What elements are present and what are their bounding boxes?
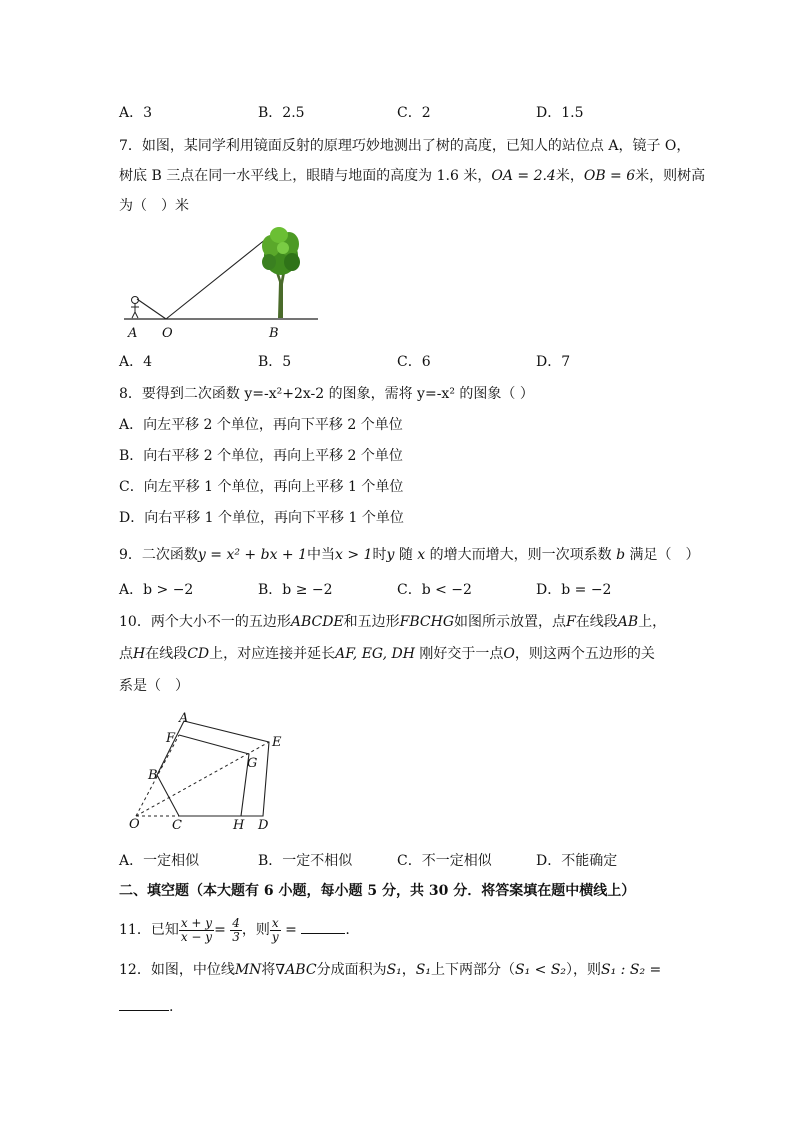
label-h: H <box>233 818 245 833</box>
q9-x: x <box>417 547 426 563</box>
q9-text: 9．二次函数 <box>119 547 198 563</box>
q9-stem <box>119 546 700 564</box>
q9-text: 时 <box>372 547 387 563</box>
q11-text: = <box>214 922 231 938</box>
q12-text: 分成面积为 <box>316 962 387 978</box>
q12-text: 上下两部分（ <box>430 962 515 978</box>
q7-option-b[interactable]: B．5 <box>258 354 292 370</box>
q7-ob: OB = 6 <box>583 168 636 184</box>
q10-text: 如图所示放置，点 <box>454 614 567 630</box>
q11-stem <box>119 915 350 945</box>
q11-text: = <box>280 922 297 938</box>
q10-text: 点 <box>119 646 133 662</box>
label-a: A <box>128 326 138 341</box>
q7-text: 米，则树高 <box>635 168 706 184</box>
q12-answer-blank[interactable] <box>119 996 169 1011</box>
q10-o: O <box>503 646 515 662</box>
q12-mn: MN <box>234 962 262 978</box>
q7-option-c[interactable]: C．6 <box>397 354 431 370</box>
q12-text: 将 <box>261 962 276 978</box>
label-g: G <box>247 756 258 771</box>
q10-options <box>119 852 719 870</box>
q12-text: 12．如图，中位线 <box>119 962 235 978</box>
q7-figure <box>119 222 329 342</box>
q9-y: y <box>386 547 395 563</box>
q10-figure <box>119 705 304 835</box>
q12-text: . <box>169 999 174 1015</box>
q9-text: 的增大而增大，则一次项系数 <box>429 547 612 563</box>
q11-den2: 3 <box>232 929 240 944</box>
q11-num2: 4 <box>232 915 240 930</box>
q10-option-a[interactable]: A．一定相似 <box>119 853 200 869</box>
q10-cd: CD <box>187 646 210 662</box>
incident-ray <box>137 299 166 319</box>
q7-text: 树底 B 三点在同一水平线上，眼睛与地面的高度为 1.6 米， <box>119 168 492 184</box>
q11-fraction-1 <box>179 917 214 944</box>
q11-text: ，则 <box>241 922 270 938</box>
q10-text: 和五边形 <box>343 614 400 630</box>
q11-num1: x + y <box>180 915 213 930</box>
q12-text: ），则 <box>566 962 602 978</box>
q11-den1: x − y <box>180 929 213 944</box>
q10-text: 上， <box>638 614 667 630</box>
label-c: C <box>172 818 182 833</box>
q9-option-c[interactable]: C．b < −2 <box>397 582 472 598</box>
label-b: B <box>148 768 158 783</box>
q9-option-d[interactable]: D．b = −2 <box>536 582 612 598</box>
q12-ratio: S₁ : S₂ = <box>601 962 662 978</box>
q11-answer-blank[interactable] <box>301 919 345 934</box>
q6-options <box>119 104 719 122</box>
q7-option-a[interactable]: A．4 <box>119 354 153 370</box>
q10-p2: FBCHG <box>399 614 455 630</box>
q8-option-a[interactable]: A．向左平移 2 个单位，再向下平移 2 个单位 <box>119 417 403 433</box>
q12-s2: S₁ <box>415 962 431 978</box>
q9-cond: x > 1 <box>335 547 373 563</box>
q9-text: 随 <box>398 547 413 563</box>
q10-text: 在线段 <box>575 614 618 630</box>
q7-oa: OA = 2.4 <box>491 168 556 184</box>
label-o: O <box>162 326 173 341</box>
q11-fraction-3 <box>270 917 281 944</box>
label-e: E <box>272 735 282 750</box>
q10-option-c[interactable]: C．不一定相似 <box>397 853 492 869</box>
q10-lines: AF, EG, DH <box>335 646 415 662</box>
q12-ineq: S₁ < S₂ <box>514 962 567 978</box>
q10-text: 10．两个大小不一的五边形 <box>119 614 291 630</box>
q6-option-d[interactable]: D．1.5 <box>536 105 584 121</box>
q7-stem-line3: 为（ ）米 <box>119 198 189 214</box>
q10-stem-line2 <box>119 645 655 663</box>
q11-text: . <box>345 922 350 938</box>
q11-text: 11．已知 <box>119 922 179 938</box>
q10-stem-line3: 系是（ ） <box>119 678 189 694</box>
q9-options <box>119 581 719 599</box>
q12-text: ， <box>401 962 416 978</box>
label-b: B <box>269 326 279 341</box>
q10-f: F <box>566 614 576 630</box>
q9-text: 中当 <box>307 547 335 563</box>
q11-fraction-2 <box>230 917 242 944</box>
q7-option-d[interactable]: D．7 <box>536 354 571 370</box>
q9-text: 满足（ ） <box>629 547 700 563</box>
q10-option-d[interactable]: D．不能确定 <box>536 853 618 869</box>
label-f: F <box>166 731 176 746</box>
q10-h: H <box>133 646 146 662</box>
q9-expr: y = x² + bx + 1 <box>197 547 307 563</box>
section-title: 二、填空题（本大题有 6 小题，每小题 5 分，共 30 分．将答案填在题中横线上） <box>119 883 636 899</box>
reflected-ray <box>166 231 276 319</box>
label-a: A <box>179 711 189 726</box>
q7-text: 米， <box>555 168 584 184</box>
q8-stem: 8．要得到二次函数 y=-x²+2x-2 的图象，需将 y=-x² 的图象（ ） <box>119 386 534 402</box>
q9-option-a[interactable]: A．b > −2 <box>119 582 194 598</box>
q10-stem-line1 <box>119 613 666 631</box>
q8-option-c[interactable]: C．向左平移 1 个单位，再向上平移 1 个单位 <box>119 479 404 495</box>
q11-den3: y <box>271 929 279 944</box>
q6-option-a[interactable]: A．3 <box>119 105 153 121</box>
pentagon-fbchg-edges <box>179 735 249 816</box>
q8-option-b[interactable]: B．向右平移 2 个单位，再向上平移 2 个单位 <box>119 448 403 464</box>
q12-answer-line <box>119 996 173 1016</box>
q7-stem-line2 <box>119 167 705 185</box>
q12-stem <box>119 961 661 979</box>
q10-p1: ABCDE <box>290 614 344 630</box>
q6-option-c[interactable]: C．2 <box>397 105 431 121</box>
q11-num3: x <box>271 915 279 930</box>
q9-b: b <box>616 547 626 563</box>
q12-tri: ∇ABC <box>275 962 317 978</box>
label-d: D <box>258 818 269 833</box>
q8-option-d[interactable]: D．向右平移 1 个单位，再向下平移 1 个单位 <box>119 510 404 526</box>
tree-icon <box>262 227 300 318</box>
label-o: O <box>129 817 140 832</box>
q10-text: 在线段 <box>145 646 188 662</box>
q10-ab: AB <box>617 614 639 630</box>
q7-options <box>119 353 719 371</box>
q10-option-b[interactable]: B．一定不相似 <box>258 853 353 869</box>
q6-option-b[interactable]: B．2.5 <box>258 105 305 121</box>
q10-text: 上，对应连接并延长 <box>209 646 336 662</box>
q10-text: 刚好交于一点 <box>419 646 504 662</box>
q12-s1: S₁ <box>386 962 402 978</box>
q10-text: ，则这两个五边形的关 <box>514 646 655 662</box>
q9-option-b[interactable]: B．b ≥ −2 <box>258 582 333 598</box>
q7-stem-line1: 7．如图，某同学利用镜面反射的原理巧妙地测出了树的高度，已知人的站位点 A，镜子 O， <box>119 138 691 154</box>
